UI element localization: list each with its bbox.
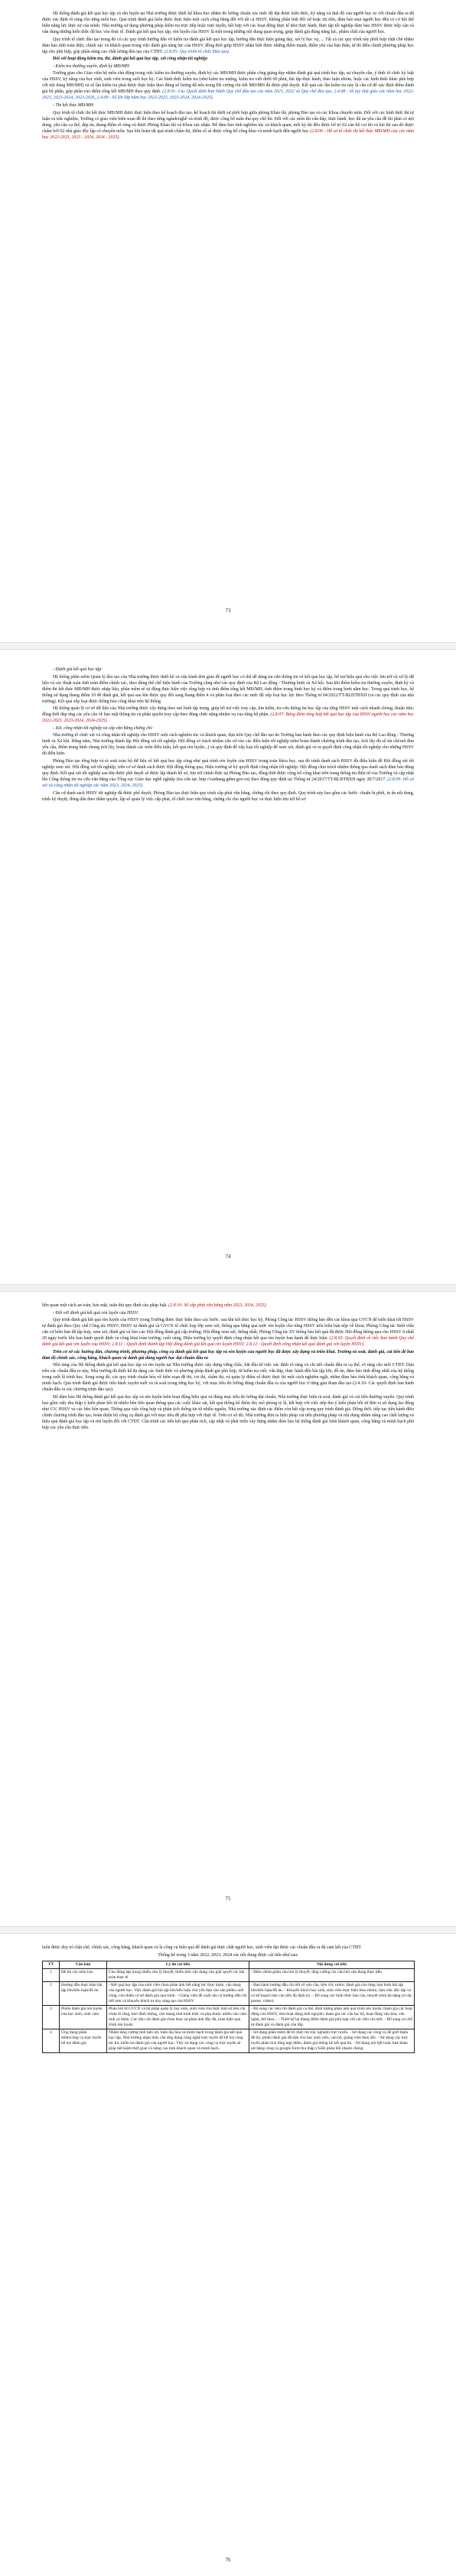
- content-cell: - Điều chỉnh giảm câu hỏi lý thuyết; tăng cường các câu hỏi vận dụng thực tiễn.: [249, 1969, 415, 1982]
- paragraph: Quy trình tổ chức thi kết thúc MĐ/MH được thực hiện theo kế hoạch đào tạo, kế hoạch thi dưới sự phối hợp giữa phòng Khảo thí, phòng Đào tạo và các Khoa chuyên môn. Đối với các hình thức thi tự luận và trắc nghiệm, Trường có giáo viên biên soạn đề thi theo từng ngành/nghề và trình độ, được công bố tuân thủ quy chế thi. Đối với các môn thi vấn đáp, thực hành, học đủ an yêu cầu đề thi phải có nội dung, yêu cầu cụ thể, đáp án, thang điểm rõ ràng và được Phòng Khảo thí và Khoa xác nhận. Để đảm bảo tính nghiêm túc và khách quan, mỗi kỳ thi đều được bố trí 02 cán bộ coi thi và bài thi sau đó được chấm bởi 02 nhà giáo độc lập có chuyên môn. Sau khi hoàn tất quá trình chấm thi, điểm số sẽ được công bố công khai và minh bạch đến người học (2.8.06 - Hồ sơ tổ chức thi kết thúc MĐ/MH của các năm học 2022-2023, 2023 - 2024, 2024 - 2025).: [42, 110, 414, 140]
- document-cell: Phiếu đánh giá rèn luyện của học sinh, sinh viên: [60, 2006, 107, 2029]
- content-cell: - Ban hành hướng dẫn chi tiết về yêu cầu, tiêu chí, rubric đánh giá cho từng loại hình bài tập lớn/tiểu luận/đồ án. - Khuyến khích học sinh, sinh viên thực hiện theo nhóm, làm việc độc lập và có kế hoạch báo cáo tiến độ định kỳ. - Bổ sung các hình thức báo cáo, thuyết trình đa dạng (ví dụ: poster, video).: [249, 1982, 415, 2006]
- column-header: Văn bản: [60, 1961, 107, 1969]
- column-header: Lý do cải tiến: [107, 1961, 249, 1969]
- page-73: [0, 0, 456, 642]
- evidence-ref: (2.8.07- Bảng điểm tổng hợp kết quả học tập của HSSV người học các năm học 2022-2023, 2023-2024, 2024-2025).: [42, 712, 414, 724]
- column-header: Nội dung cải tiến: [249, 1961, 415, 1969]
- document-cell: Hướng dẫn thực hiện bài tập lớn/tiểu luận/đồ án: [60, 1982, 107, 2006]
- page-73-content: [42, 11, 414, 141]
- paragraph: Hệ thống đánh giá kết quả học tập và rèn luyện tại Nhà trường được thiết kế khoa học nhằm đo lường chuẩn xác mức độ đạt được kiến thức, kỹ năng và thái độ của người học so với chuẩn đầu ra đã được xác định rõ ràng cho từng môn học. Quá trình đánh giá luôn được thực hiện một cách công bằng đối với tất cả HSSV, không phân biệt đối xử hoặc ưu tiên, đảm bảo mọi người học đều có cơ hội thể hiện năng lực thực sự của mình. Nhà trường sử dụng phương pháp kiểm tra trực tiếp hoặc trực tuyến, kết hợp với các hoạt động thực tế như thực hành, thực tập tốt nghiệp đảm bảo HSSV được tiếp cận và vận dụng những kiến thức đã học vào thực tế. Đánh giá kết quả học tập, rèn luyện của HSSV là một trong những nội dung quan trọng, giúp đánh giá đúng năng lực, phẩm chất của người học.: [42, 11, 414, 34]
- page-75: [0, 1292, 456, 1926]
- reason-cell: Phản hồi từ GVCN và bộ phận quản lý học sinh, sinh viên cho thấy một số tiêu chí chưa rõ ràng, khó định lượng, còn mang tính hình thức và phụ thuộc nhiều vào cảm tính cá nhân. Các tiêu chí đánh giá chưa thực sự phản ánh đầy đủ, toàn diện quá trình rèn luyện: [107, 2006, 249, 2029]
- document-cell: Ứng dụng phần mềm/công cụ trực tuyến hỗ trợ đánh giá: [60, 2029, 107, 2053]
- row-number: 3: [43, 2006, 60, 2029]
- evidence-ref: (2.8.02- Quyết định về việc ban hành Quy chế đánh giá kết quả rèn luyện của HSSV; 2.8.11 - Quyết định thành lập Hội đồng đánh giá kết quả rèn luyện HSSV; 2.8.12 - Quyết định công nhận kết quả đánh giá rèn luyện HSSV).: [42, 1336, 414, 1348]
- paragraph: Quy trình tổ chức đào tạo trong đó có các quy trình hướng dẫn về kiểm tra đánh giá kết quả học tập, hướng dẫn thực hiện giảng dạy, xét lý học vụ, ... Tất cả các quy trình này phối hợp chặt chẽ nhằm đảm bảo tính toàn diện, chính xác và khách quan trong việc đánh giá năng lực của HSSV, đồng thời giúp HSSV nhận biết được những điểm mạnh, điểm yếu của bản thân, từ đó điều chỉnh phương pháp học tập cho phù hợp, góp phần nâng cao chất lượng đào tạo của CTĐT. (2.8.05- Quy trình tổ chức Đào tạo).: [42, 37, 414, 54]
- sub-heading: - Thi kết thúc MĐ/MH:: [53, 102, 95, 108]
- table-row: [43, 2006, 415, 2029]
- content-cell: - Bổ sung các tiêu chí đánh giá cụ thể, định lượng phản ánh quá trình rèn luyện, tham gia các hoạt động của HSSV, như hoạt động tình nguyện, tham gia các câu lạc bộ, hoạt động văn hóa, văn nghệ, thể thao... - Thiết kế lại thang điểm đánh giá phù hợp với các tiêu chí mới. - Bổ sung cơ chế tự đánh giá và đánh giá của lớp.: [249, 2006, 415, 2029]
- paragraph: Căn cứ danh sách HSSV tốt nghiệp đã được phê duyệt, Phòng Đào tạo thực hiện quy trình cấp phát văn bằng, chứng chỉ theo quy định. Quy trình này bao gồm các bước: chuẩn bị phôi, in ấn nội dung, trình ký duyệt, đóng dấu theo thẩm quyền, lập sổ quản lý việc cấp phát, tổ chức trao văn bằng, chứng chỉ cho người học và thực hiện lưu trữ hồ sơ: [42, 790, 414, 802]
- page-separator: [0, 1284, 456, 1292]
- page-76: [0, 1934, 456, 2576]
- paragraph: Quy trình đánh giá kết quả rèn luyện của HSSV trong Trường được thực hiện theo các bước: sau khi kết thúc học kỳ, Phòng Công tác HSSV thông báo đến các khoa qua GVCN để triển khai tới HSSV tự đánh giá theo Quy chế Công tác HSSV; HSSV tự đánh giá và GVCN tổ chức họp lớp xem xét, thông qua bằng quả mức rèn luyện cho từng HSSV trên biên bản nộp về khoa; Phòng Công tác Sinh viên căn cứ biên bản để tập hợp, xem xét, đánh giá và báo cáo Hội đồng đánh giá cấp trường; Hội đồng xem xét, thông nhất, Phòng Công tác SV thông báo kết quả đã được Hội đồng thông qua cho HSSV ít nhất 20 ngày trước khi ban hành quyết định và công khai toàn trường; cuối cùng, Hiệu trưởng ký quyết định công nhận kết quả rèn luyện ban hành để thực hiện. (2.8.02- Quyết định về việc ban hành Quy chế đánh giá kết quả rèn luyện của HSSV; 2.8.11 - Quyết định thành lập Hội đồng đánh giá kết quả rèn luyện HSSV; 2.8.12 - Quyết định công nhận kết quả đánh giá rèn luyện HSSV).: [42, 1318, 414, 1348]
- table-caption: Thống kê trong 3 năm 2022, 2023, 2024 các nội dung được cải tiến như sau:: [158, 1953, 298, 1958]
- paragraph: Để đảm bảo Hệ thống đánh giá kết quả học tập và rèn luyện luôn hoạt động hiệu quả và đúng mục tiêu đo lường đạt chuẩn, Nhà trường thực hiện rà soát, đánh giá và cải tiến thường xuyên. Quy trình bao gồm việc thu thập ý kiến phản hồi từ nhiều bên liên quan thông qua các cuộc khảo sát, kết quả thống kê điểm thi; mô phỏng tỷ lệ, kết hợp với việc tiếp thu ý kiến phản hồi từ đơn vị sử dụng lao động như GV, HSSV và các bên liên quan. Thông qua việc tổng hợp và phân tích thông tin từ nhiều nguồn, Nhà trường xác định các điểm còn bất cập trong quy trình đánh giá. Đồng thời, tiếp tục tiến hành điều chỉnh chương trình đào tạo, hoàn thiện bộ công cụ đánh giá với mục tiêu để phù hợp với thực tế. Trên cơ sở đó, Nhà trường đưa ra biện pháp cải tiến phương pháp và nội dung nhằm nâng cao chất lượng và hiệu quả đánh giá học tập và rèn luyện đối với CTĐT. Cần trình các tiến kết quả phân tích, cập nhật và phát triển xây dựng nhằm đảm bảo hệ thống đánh giá luôn khách quan, công bằng và minh bạch phù hợp các yêu cầu thực tiễn.: [42, 1394, 414, 1430]
- page-separator: [0, 1926, 456, 1934]
- table-row: [43, 1969, 415, 1982]
- page-74-content: [42, 667, 414, 803]
- evidence-ref: (2.8.06 - Hồ sơ tổ chức thi kết thúc MĐ/MH của các năm học 2022-2023, 2023 - 2024, 2024 - 2025).: [42, 128, 414, 140]
- table-row: [43, 2029, 415, 2053]
- evidence-ref: (2.8.09- Hồ sơ xét và công nhận tốt nghiệp các năm 2023, 2024, 2025).: [42, 777, 414, 788]
- reason-cell: - Kết quả học tập của sinh viên chưa phản ánh hết năng lực thực hành, vận dụng của người học. Việc đánh giá bài tập lớn/tiểu luận chủ yếu dựa vào sản phẩm cuối cùng, còn thiếu cơ sở đánh giá quá trình. - Giảng viên đề xuất cần có hướng dẫn chi tiết hơn và khuyến khích tư duy sáng tạo của HSSV: [107, 1982, 249, 2006]
- paragraph: luôn được duy trì chặt chẽ, chính xác, công bằng, khách quan và là công cụ hiệu quả để đánh giá thực chất người học, sinh viên đạt được các chuẩn đầu ra đã cam kết của CTĐT.: [42, 1945, 362, 1950]
- page-number: 75: [225, 1896, 231, 1902]
- paragraph: Trường giao cho Giáo viên bộ môn chủ động trong việc kiểm tra thường xuyên, định kỳ các MĐ/MH được phân công giảng dạy nhằm đánh giá quá trình học tập, sự chuyên cần, ý thức tổ chức kỷ luật của HSSV, kỹ năng của học sinh, sinh viên trong suốt học kỳ. Các hình thức kiểm tra (như kiểm tra miệng, kiểm tra viết dưới 60 phút, bài tập thực hành, thảo luận nhóm, hoặc các hình thức khác phù hợp với nội dung MĐ/MH) và số lần kiểm tra phải được thực hiện theo đúng số lượng đã nêu trong Đề cương chi tiết MĐ/MH đã được phê duyệt. Kết quả các lần kiểm tra này là căn cứ để xác định điểm đánh giá bộ phận, góp phần vào điểm tổng kết MĐ/MH theo quy định. (2.8.01- Các Quyết định ban hành Quy chế đào tạo các năm 2021, 2022 và Quy chế đào tạo; 2.4.08 - Số tay nhà giáo các năm học 2022-2023, 2023-2024, 2023-2026, 2.4.09 - Số lên lớp năm học 2022-2023, 2023-2024, 2024-2025).: [42, 71, 414, 101]
- paragraph: Nhà trường tổ chức xét và công nhận tốt nghiệp cho HSSV một cách nghiêm túc và khách quan, dựa trên Quy chế đào tạo do Trường ban hành theo các quy định hiện hành của Bộ Lao động - Thương binh và Xã hội. Hằng năm, Nhà trường thành lập Hội đồng xét tốt nghiệp. Hội đồng có trách nhiệm căn cứ vào các điều kiện tốt nghiệp (như hoàn thành chương trình đào tạo, tích lũy đủ số tín chỉ/mô đun yêu cầu, điểm trung bình chung tích lũy, hoàn thành các môn điều kiện, kết quả rèn luyện...) và quy định để xếp loại tốt nghiệp để xem xét, đánh giá và ra quyết định công nhận tốt nghiệp cho những HSSV đủ điều kiện.: [42, 733, 414, 757]
- sub-heading: - Xét, công nhận tốt nghiệp và cấp văn bằng chứng chỉ:: [53, 725, 154, 731]
- column-header: TT: [43, 1961, 60, 1969]
- paragraph: Nền tảng của Hệ thống đánh giá kết quả học tập và rèn luyện tại Nhà trường được xây dựng vững chắc, bắt đầu từ việc xác định rõ ràng và chi tiết chuẩn đầu ra cụ thể, rõ ràng cho mỗi CTĐT. Dựa trên các chuẩn đầu ra này, Nhà trường đã thiết kế đa dạng các hình thức và phương pháp đánh giá phù hợp, từ kiểm tra viết, vấn đáp, thực hành đến bài tập lớn, đồ án, đảm bảo tính đồng nhất của hệ thống trong suốt lộ trình học. Song song đó, các quy trình chuẩn hóa về biên soạn đề thi, coi thi, chấm thi, và quản lý điểm số được thực thi một cách nghiêm ngặt, nhằm đảm bảo tính khách quan, công bằng và minh bạch. Quá trình đánh giá được tiến hành xuyên suốt và rà soát trong từng học kỳ, với mục tiêu đo lường đúng chuẩn đầu ra của người học ở từng giai đoạn đào tạo (2.4.10- Các quyết định ban hành chuẩn đầu ra các chương trình đào tạo).: [42, 1363, 414, 1393]
- table-row: [43, 1982, 415, 2006]
- paragraph: Phòng Đào tạo tổng hợp và rà soát toàn bộ dữ liệu về kết quả học tập cũng như quá trình rèn luyện của HSSV trong toàn khóa học, sau đó trình danh sách HSSV đủ điều kiện để Hội đồng xét tốt nghiệp xem xét. Hội đồng xét tốt nghiệp, trên cơ sở danh sách được Hội đồng thông qua, Hiệu trưởng sẽ ký quyết định công nhận tốt nghiệp. Hội đồng chịu trách nhiệm thông qua danh sách đảm bảo đúng quy định. Kết quả xét tốt nghiệp sau khi được phê duyệt sẽ được lập thành hồ sơ, lưu trữ chính thức tại Phòng Đào tạo, đồng thời được công bố công khai trên trang thông tin điện tử của Trường và cập nhật lên Cổng thông tin tra cứu văn bằng của Tổng cục Giáo dục nghề nghiệp (tra cứu tại: http://vanbang.gdnn.gov.vn) theo đúng quy định tại Thông tư 24/2017/TT-BLĐTBXH ngày 28/7/2017. (2.8.09- Hồ sơ xét và công nhận tốt nghiệp các năm 2023, 2024, 2025).: [42, 758, 414, 788]
- table-header-row: [43, 1961, 415, 1969]
- sub-heading: - Đối với đánh giá kết quả rèn luyện của HSSV:: [53, 1310, 139, 1316]
- reason-cell: Còn dùng tập trung nhiều vào lý thuyết, thiếu tính vận dụng vào giải quyết các bài toán thực tế: [107, 1969, 249, 1982]
- evidence-ref: (2.8.01- Các Quyết định ban hành Quy chế đào tạo các năm 2021, 2022 và Quy chế đào tạo; 2.4.08 - Số tay nhà giáo các năm học 2022-2023, 2023-2024, 2023-2026, 2.4.09 - Số lên lớp năm học 2022-2023, 2023-2024, 2024-2025).: [42, 89, 414, 101]
- section-heading: Trên cơ sở các hướng dẫn, chương trình, phương pháp, công cụ đánh giá kết quả học tập và rèn luyện của người học đã được xây dựng và triển khai, Trường rà soát, đánh giá, cải tiến để bảo đảm độ chính xác, công bằng, khách quan và đánh giá đúng người học đạt chuẩn đầu ra: [42, 1349, 414, 1361]
- evidence-ref: (2.8.10- Số cấp phát văn bằng năm 2023, 2024, 2025): [168, 1303, 266, 1308]
- evidence-ref: (2.8.05- Quy trình tổ chức Đào tạo).: [164, 49, 230, 54]
- page-number: 73: [225, 608, 231, 614]
- page-number: 74: [225, 1254, 231, 1260]
- reason-cell: Nhằm tăng cường tính tiện lợi, hiện đại hóa và minh bạch trong đánh giá kết quả học tập, Nhà trường nhận thấy cần ứng dụng công nghệ trực tuyến để hỗ trợ công tác thi, kiểm tra đánh giá của người học. Việc sử dụng các công cụ trực tuyến sẽ giúp tiết kiệm thời gian và nâng cao tính khách quan và minh bạch.: [107, 2029, 249, 2053]
- page-number: 76: [225, 2557, 231, 2563]
- sub-heading: - Đánh giá kết quả học tập:: [53, 667, 103, 672]
- row-number: 4: [43, 2029, 60, 2053]
- sub-heading: - Kiểm tra thường xuyên, định kỳ MĐ/MH:: [53, 63, 131, 69]
- row-number: 1: [43, 1969, 60, 1982]
- page-75-content: [42, 1303, 414, 1432]
- paragraph: Hệ thống phần mềm Quản lý đào tạo của Nhà trường được thiết kế và vận hành đơn giản để người học có thể dễ dàng tra cứu thông tin về kết quả học tập, hỗ trợ hiệu quả cho việc lưu trữ và xử lý dữ liệu và các thuật toán tính toán điểm chính xác, theo đúng thể chế hiện hành của Trường cũng như các quy định của Bộ Lao động - Thương binh và Xã hội. Sau khi điểm kiểm tra thường xuyên, định kỳ và điểm thi kết thúc MĐ/MH được nhập liệu, phần mềm sẽ tự động thực hiện việc tổng hợp và tính điểm tổng kết MĐ/MH, tính điểm trung bình học kỳ và điểm trung bình năm học. Trong quá trình học, hệ thống sử dụng thang điểm 10 để đánh giá, kết quả sau khi được quy đổi sang thang điểm 4 và phân loại theo các mức độ xếp loại học lực theo Thông tư 04/2022/TT-BLĐTBXH (và các quy định của nhà trường). Kết quả xếp loại được thông báo công khai trên hệ thống.: [42, 674, 414, 704]
- paragraph: Hệ thống quản lý cơ sở dữ liệu của Nhà trường được xây dựng theo mô hình tập trung, giúp hỗ trợ việc truy cập, tìm kiếm, tra cứu thông tin học tập của từng HSSV một cách nhanh chóng, thuận tiện; đồng thời đáp ứng các yêu cầu về bảo mật thông tin và phân quyền truy cập theo đúng chức năng nhiệm vụ của từng bộ phận. (2.8.07- Bảng điểm tổng hợp kết quả học tập của HSSV người học các năm học 2022-2023, 2023-2024, 2024-2025).: [42, 706, 414, 724]
- page-76-content: [42, 1945, 414, 2053]
- document-cell: Đề thi các môn học: [60, 1969, 107, 1982]
- content-cell: - Sử dụng phần mềm để tổ chức thi trắc nghiệm trực tuyến. - Sử dụng các công cụ để giới thiệu đề thi, phiếu đánh giá để tiện cho học sinh viên, cán bộ, giảng viên theo dõi. - Sử dụng các trực tuyến phân tích tổng hợp điểm, đánh giá thống kê kết quả thi. - Sử dụng mã QR hoặc link khảo sát bằng công cụ google form thu thập ý kiến phản hồi nhanh chóng: [249, 2029, 415, 2053]
- page-74: [0, 650, 456, 1284]
- section-heading: Đối với hoạt động kiểm tra, thi, đánh giá kết quả học tập, xét công nhận tốt nghiệp:: [53, 57, 209, 62]
- paragraph: liên quan một cách an toàn, bảo mật, tuân thủ quy định của pháp luật. (2.8.10- Số cấp phát văn bằng năm 2023, 2024, 2025): [42, 1303, 266, 1308]
- page-separator: [0, 642, 456, 650]
- improvement-table: [42, 1961, 415, 2053]
- row-number: 2: [43, 1982, 60, 2006]
